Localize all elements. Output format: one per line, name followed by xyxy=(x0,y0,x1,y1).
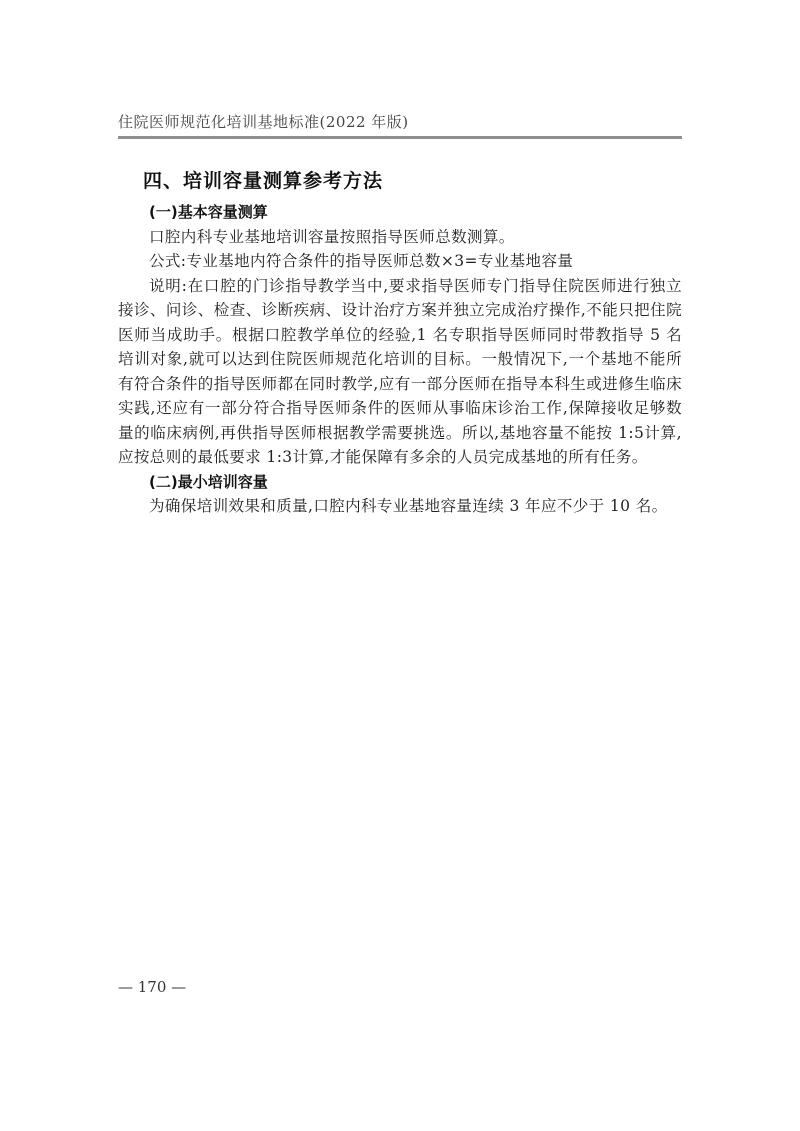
header-rule xyxy=(118,136,682,139)
subsection-heading-basic-capacity: (一)基本容量测算 xyxy=(149,203,268,221)
paragraph-formula: 公式:专业基地内符合条件的指导医师总数×3=专业基地容量 xyxy=(149,252,574,270)
running-header: 住院医师规范化培训基地标准(2022 年版) xyxy=(118,113,409,131)
section-body xyxy=(118,200,682,519)
page-number: — 170 — xyxy=(118,978,187,996)
subsection-heading-minimum-capacity: (二)最小培训容量 xyxy=(149,472,268,491)
paragraph-minimum-capacity: 为确保培训效果和质量,口腔内科专业基地容量连续 3 年应不少于 10 名。 xyxy=(149,497,668,515)
section-title: 四、培训容量测算参考方法 xyxy=(143,170,384,192)
paragraph-capacity-basis: 口腔内科专业基地培训容量按照指导医师总数测算。 xyxy=(149,227,515,246)
paragraph-explanation: 说明:在口腔的门诊指导教学当中,要求指导医师专门指导住院医师进行独立接诊、问诊、检查、诊断疾病、设计治疗方案并独立完成治疗操作,不能只把住院医师当成助手。根据口腔教学单位的经验,1 名专职指导医师同时带教指导 5 名培训对象,就可以达到住院医师规范化培训的目标。一般情况下,一个基地不能所有符合条件的指导医师都在同时教学,应有一部分医师在指导本科生或进修生临床实践,还应有一部分符合指导医师条件的医师从事临床诊治工作,保障接收足够数量的临床病例,再供指导医师根据教学需要挑选。所以,基地容量不能按 1:5计算,应按总则的最低要求 1:3计算,才能保障有多余的人员完成基地的所有任务。 xyxy=(118,276,682,466)
